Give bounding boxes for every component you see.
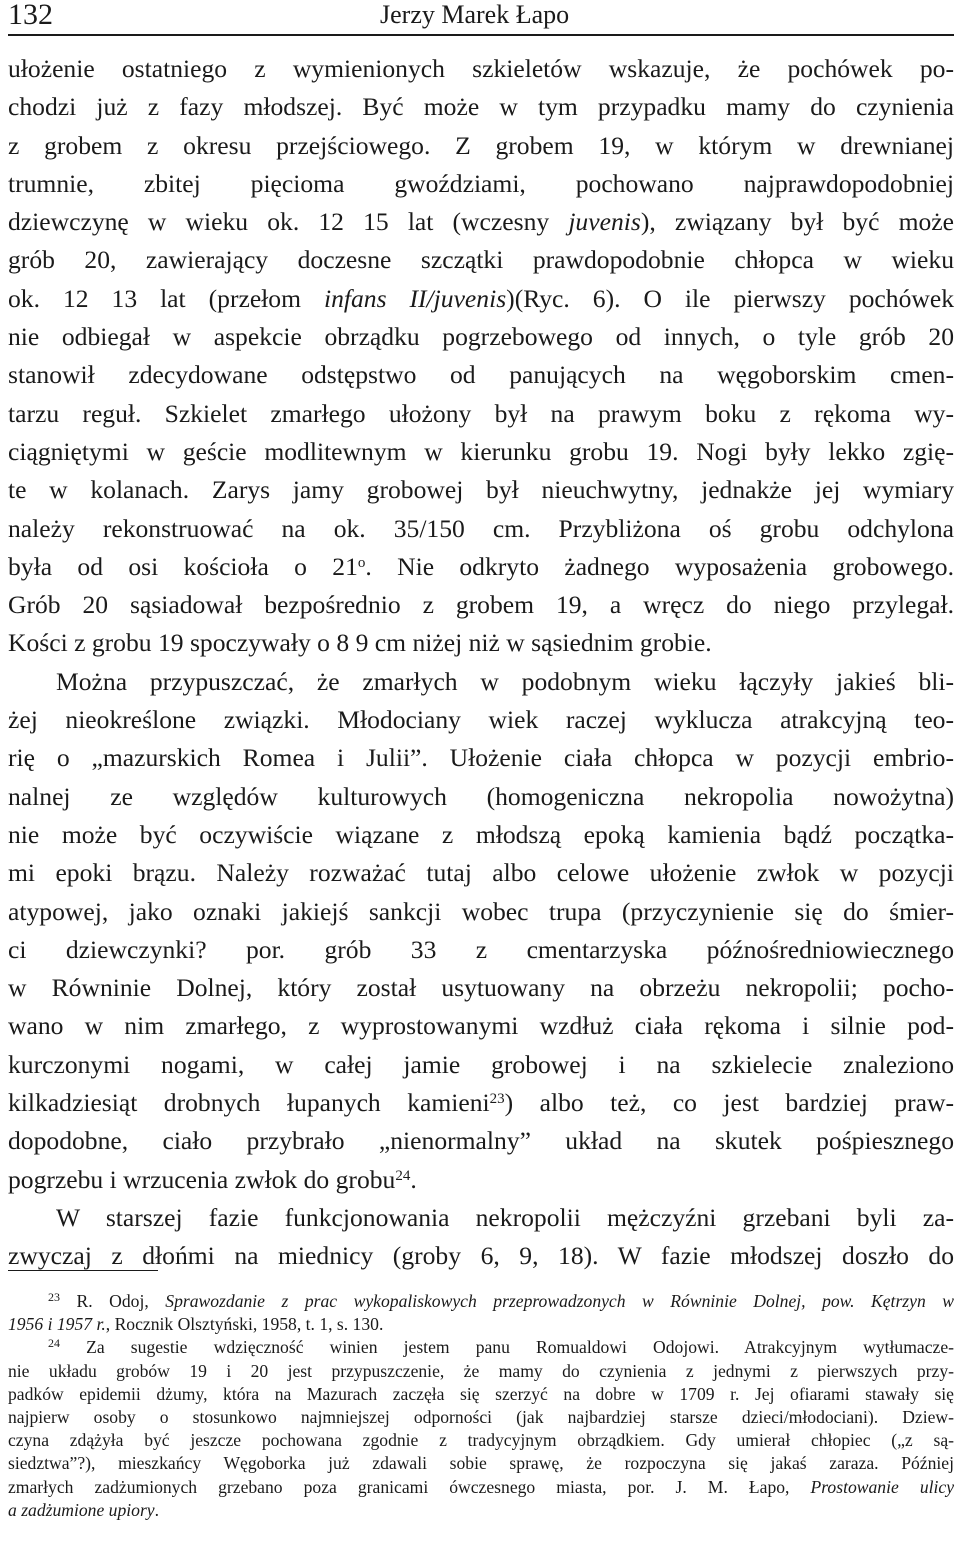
text-line: mi epoki brązu. Należy rozważać tutaj albo celowe ułożenie zwłok w pozycji bbox=[8, 858, 954, 888]
text-line: te w kolanach. Zarys jamy grobowej był nieuchwytny, jednakże jej wymiary bbox=[8, 475, 954, 505]
text-line: trumnie, zbitej pięcioma gwoździami, pochowano najprawdopodobniej bbox=[8, 168, 954, 198]
page-number: 132 bbox=[8, 0, 53, 31]
text-line: ułożenie ostatniego z wymienionych szkieletów wskazuje, że pochówek po- bbox=[8, 54, 954, 83]
text-line: Można przypuszczać, że zmarłych w podobnym wieku łączyły jakieś bli- bbox=[56, 666, 954, 696]
footnote-line: $^{24}$ Za sugestie wdzięczność winien jestem panu Romualdowi Odojowi. Atrakcyjnym wytłumacze- bbox=[48, 1336, 954, 1358]
footnote-line: 1956 i 1957 r., Rocznik Olsztyński, 1958, t. 1, s. 130. bbox=[8, 1314, 384, 1335]
footnote-line: padków epidemii dżumy, która na Mazurach zaczęła się szerzyć na dobre w 1709 r. Jej ofiarami stawały się bbox=[8, 1383, 954, 1404]
footnote-line: siedztwa”?), mieszkańcy Węgoborka już zdawali sobie sprawę, że rozpoczyna się jakaś zaraza. Później bbox=[8, 1453, 954, 1474]
text-line: z grobem z okresu przejściowego. Z grobem 19, w którym w drewnianej bbox=[8, 130, 954, 160]
text-line: grób 20, zawierający doczesne szczątki prawdopodobnie chłopca w wieku bbox=[8, 245, 954, 275]
text-line: rię o „mazurskich Romea i Julii”. Ułożenie ciała chłopca w pozycji embrio- bbox=[8, 743, 954, 773]
text-line: pogrzebu i wrzucenia zwłok do grobu$^{24}$. bbox=[8, 1164, 417, 1194]
page-header bbox=[8, 0, 954, 36]
text-line: Grób 20 sąsiadował bezpośrednio z grobem 19, a wręcz do niego przylegał. bbox=[8, 590, 954, 620]
text-line: W starszej fazie funkcjonowania nekropolii mężczyźni grzebani byli za- bbox=[56, 1202, 954, 1232]
text-line: ciągniętymi w geście modlitewnym w kierunku grobu 19. Nogi były lekko zgię- bbox=[8, 436, 954, 466]
text-line: tarzu reguł. Szkielet zmarłego ułożony był na prawym boku z rękoma wy- bbox=[8, 398, 954, 428]
text-line: stanowił zdecydowane odstępstwo od panujących na węgoborskim cmen- bbox=[8, 360, 954, 390]
footnote-ref: 24 bbox=[395, 1167, 411, 1184]
latin-term: juvenis bbox=[568, 207, 641, 237]
text-line: nalnej ze względów kulturowych (homogeniczna nekropolia nowożytna) bbox=[8, 781, 954, 811]
footnote-line: zmarłych zadżumionych grzebano poza granicami ówczesnego miasta, por. J. M. Łapo, Prostowanie ulicy bbox=[8, 1476, 955, 1497]
footnote-number: 24 bbox=[48, 1336, 60, 1351]
text-line: żej nieokreślone związki. Młodociany wiek raczej wyklucza atrakcyjną teo- bbox=[8, 705, 954, 735]
body-text bbox=[8, 50, 954, 1276]
degree-mark: o bbox=[357, 554, 366, 571]
text-line: nie odbiegał w aspekcie obrządku pogrzebowego od innych, o tyle grób 20 bbox=[8, 322, 954, 352]
footnote-line: $^{23}$ R. Odoj, Sprawozdanie z prac wykopaliskowych przeprowadzonych w Równinie Dolnej, pow. Kętrzyn w bbox=[48, 1290, 954, 1311]
text-line: Kości z grobu 19 spoczywały o 8 9 cm niżej niż w sąsiednim grobie. bbox=[8, 628, 712, 658]
text-line: kurczonymi nogami, w całej jamie grobowej i na szkielecie znaleziono bbox=[8, 1049, 954, 1079]
text-line: zwyczaj z dłońmi na miednicy (groby 6, 9, 18). W fazie młodszej doszło do bbox=[8, 1241, 954, 1271]
footnotes bbox=[8, 1290, 954, 1522]
text-line: wano w nim zmarłego, z wyprostowanymi wzdłuż ciała rękoma i silnie pod- bbox=[8, 1011, 954, 1041]
footnote-ref: 23 bbox=[489, 1090, 505, 1107]
footnote-line: czyna zdążyła być jeszcze pochowana zgodnie z tradycyjnym obrządkiem. Gdy umierał chłopiec („z są- bbox=[8, 1430, 954, 1451]
text-line: kilkadziesiąt drobnych łupanych kamieni$^{23}$) albo też, co jest bardziej praw- bbox=[8, 1088, 954, 1118]
text-line: ok. 12 13 lat (przełom infans II/juvenis)(Ryc. 6). O ile pierwszy pochówek bbox=[8, 283, 955, 313]
text-line: chodzi już z fazy młodszej. Być może w tym przypadku mamy do czynienia bbox=[8, 92, 954, 122]
running-head-author: Jerzy Marek Łapo bbox=[380, 0, 570, 29]
footnote-line: najpierw osoby o stosunkowo najmniejszej odporności (jak najbardziej starsze dzieci/młodociani). Dziew- bbox=[8, 1407, 954, 1428]
footnote-separator bbox=[8, 1270, 158, 1271]
text-line: była od osi kościoła o 21$^o$. Nie odkryto żadnego wyposażenia grobowego. bbox=[8, 551, 954, 581]
text-line: nie może być oczywiście wiązane z młodszą epoką kamienia bądź początka- bbox=[8, 819, 954, 849]
text-line: w Równinie Dolnej, który został usytuowany na obrzeżu nekropolii; pocho- bbox=[8, 973, 954, 1003]
footnote-line: a zadżumione upiory. bbox=[8, 1499, 160, 1520]
footnote-number: 23 bbox=[48, 1290, 60, 1304]
footnote-line: nie układu grobów 19 i 20 jest przypuszczenie, że mamy do czynienia z jednymi z pierwszych przy- bbox=[8, 1360, 954, 1381]
text-line: dziewczynę w wieku ok. 12 15 lat (wczesny juvenis), związany był być może bbox=[8, 207, 954, 237]
latin-term: infans II/juvenis bbox=[323, 283, 507, 313]
text-line: ci dziewczynki? por. grób 33 z cmentarzyska późnośredniowiecznego bbox=[8, 934, 954, 964]
text-line: dopodobne, ciało przybrało „nienormalny” układ na skutek pośpiesznego bbox=[8, 1126, 954, 1156]
text-line: atypowej, jako oznaki jakiejś sankcji wobec trupa (przyczynienie się do śmier- bbox=[8, 896, 954, 926]
text-line: należy rekonstruować na ok. 35/150 cm. Przybliżona oś grobu odchylona bbox=[8, 513, 954, 543]
